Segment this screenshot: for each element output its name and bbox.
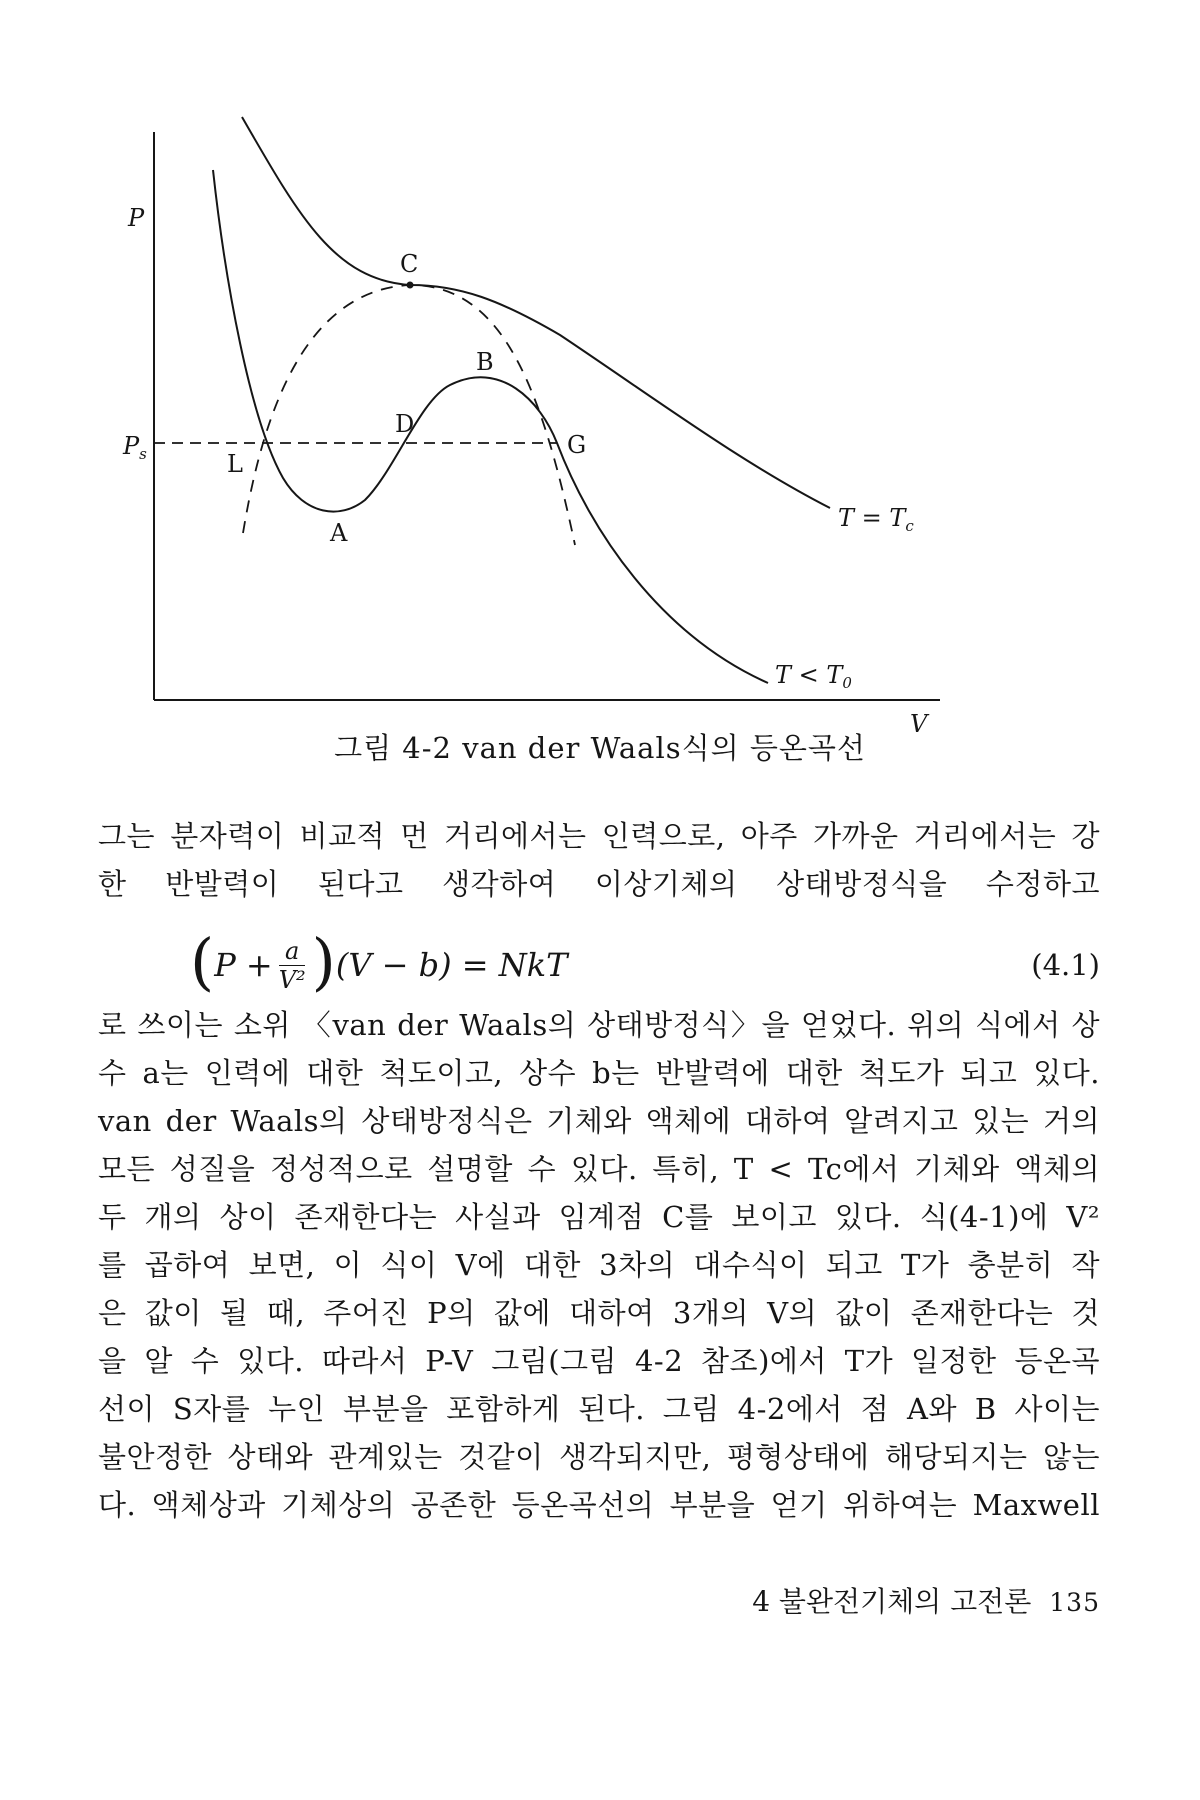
curve-label-subcritical: $T < T_0$ bbox=[775, 661, 852, 692]
point-label-b: B bbox=[476, 348, 494, 376]
right-paren: ) bbox=[311, 925, 336, 998]
equation-fraction bbox=[279, 937, 306, 994]
ps-label: $P_s$ bbox=[123, 432, 147, 463]
figure-caption: 그림 4-2 van der Waals식의 등온곡선 bbox=[334, 731, 866, 765]
equation-number: (4.1) bbox=[1031, 948, 1100, 982]
critical-isotherm-curve bbox=[242, 117, 830, 508]
text-line: 두 개의 상이 존재한다는 사실과 임계점 C를 보이고 있다. 식(4-1)에 V² bbox=[98, 1200, 1100, 1234]
point-label-c: C bbox=[400, 250, 419, 278]
left-paren: ( bbox=[190, 925, 215, 998]
pv-isotherm-figure bbox=[0, 0, 1200, 738]
fraction-denominator: V² bbox=[278, 965, 306, 994]
page-number: 135 bbox=[1049, 1588, 1100, 1617]
text-line: van der Waals의 상태방정식은 기체와 액체에 대하여 알려지고 있는 거의 bbox=[98, 1104, 1100, 1138]
paragraph-intro bbox=[98, 812, 1100, 908]
text-line: 수 a는 인력에 대한 척도이고, 상수 b는 반발력에 대한 척도가 되고 있다. bbox=[98, 1056, 1100, 1090]
fraction-numerator: a bbox=[279, 937, 305, 966]
y-axis-label: P bbox=[128, 204, 145, 232]
point-label-d: D bbox=[395, 410, 415, 438]
text-line: 로 쓰이는 소위 〈van der Waals의 상태방정식〉을 얻었다. 위의 식에서 상 bbox=[98, 1008, 1100, 1042]
x-axis-label: V bbox=[910, 710, 928, 738]
point-label-a: A bbox=[330, 519, 348, 547]
point-label-g: G bbox=[567, 431, 587, 459]
equation-p-term: P + bbox=[214, 946, 273, 984]
subcritical-isotherm-curve bbox=[213, 170, 768, 683]
text-line: 한 반발력이 된다고 생각하여 이상기체의 상태방정식을 수정하고 bbox=[98, 867, 1100, 901]
text-line: 다. 액체상과 기체상의 공존한 등온곡선의 부분을 얻기 위하여는 Maxwell bbox=[98, 1488, 1100, 1522]
paragraph-body bbox=[98, 1001, 1100, 1529]
running-header: 4 불완전기체의 고전론 bbox=[752, 1585, 1032, 1618]
curve-label-critical: $T = T_c$ bbox=[838, 504, 914, 535]
critical-point-marker bbox=[407, 282, 414, 289]
van-der-waals-equation bbox=[190, 925, 568, 1000]
point-label-l: L bbox=[227, 450, 243, 478]
text-line: 을 알 수 있다. 따라서 P-V 그림(그림 4-2 참조)에서 T가 일정한 등온곡 bbox=[98, 1344, 1100, 1378]
page-footer bbox=[660, 1580, 1100, 1620]
text-line: 를 곱하여 보면, 이 식이 V에 대한 3차의 대수식이 되고 T가 충분히 작 bbox=[98, 1248, 1100, 1282]
text-line: 모든 성질을 정성적으로 설명할 수 있다. 특히, T < Tc에서 기체와 액체의 bbox=[98, 1152, 1100, 1186]
text-line: 불안정한 상태와 관계있는 것같이 생각되지만, 평형상태에 해당되지는 않는 bbox=[98, 1440, 1100, 1474]
text-line: 그는 분자력이 비교적 먼 거리에서는 인력으로, 아주 가까운 거리에서는 강 bbox=[98, 819, 1100, 853]
text-line: 선이 S자를 누인 부분을 포함하게 된다. 그림 4-2에서 점 A와 B 사이는 bbox=[98, 1392, 1100, 1426]
text-line: 은 값이 될 때, 주어진 P의 값에 대하여 3개의 V의 값이 존재한다는 것 bbox=[98, 1296, 1100, 1330]
equation-rest: (V − b) = NkT bbox=[335, 946, 568, 984]
